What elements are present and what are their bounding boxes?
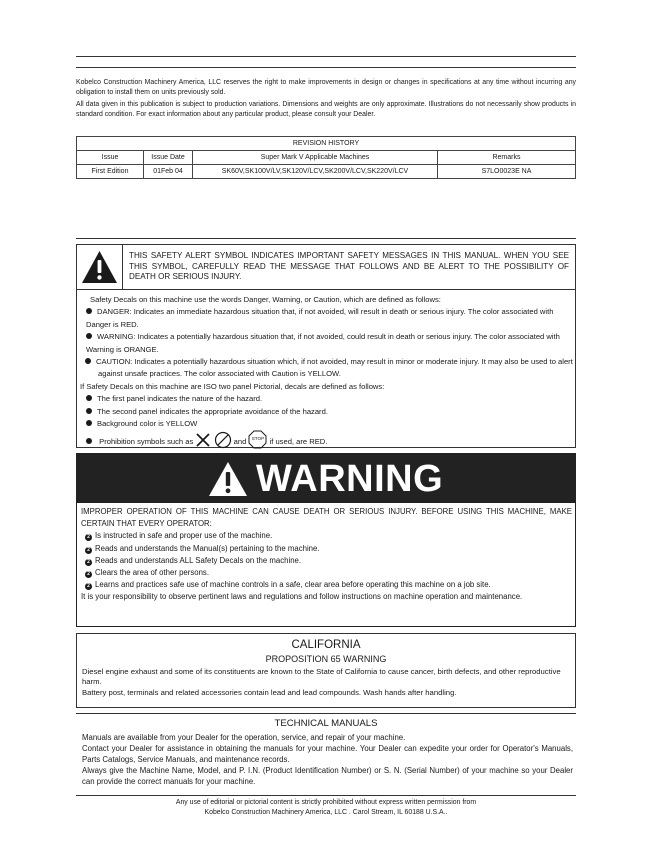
bullet-icon (86, 333, 92, 339)
numbered-bullet-icon: 2 (85, 547, 92, 554)
warning-intro: IMPROPER OPERATION OF THIS MACHINE CAN CAUSE DEATH OR SERIOUS INJURY. BEFORE USING THIS MACHINE, MAKE CERTAIN THAT EVERY OPERATOR: (81, 507, 572, 529)
warning-definition: WARNING: Indicates a potentially hazardous situation that, if not avoided, could result in death or serious injury. The color associated with Warning is ORANGE. (86, 332, 560, 354)
top-rule-2 (76, 67, 576, 68)
table-row (77, 165, 576, 179)
manuals-rule (76, 713, 576, 714)
bullet-icon (86, 408, 92, 414)
col-issue: Issue (77, 151, 144, 165)
cell-machines: SK60V,SK100V/LV,SK120V/LCV,SK200V/LCV,SK220V/LCV (193, 165, 438, 179)
list-item: 2 Clears the area of other persons. (81, 567, 572, 579)
warning-closing: It is your responsibility to observe pertinent laws and regulations and follow instructions on machine operation and maintenance. (81, 592, 523, 602)
operator-warning-box (76, 453, 576, 627)
list-item: 2 Reads and understands ALL Safety Decals on the machine. (81, 555, 572, 567)
bullet-icon (86, 438, 92, 444)
numbered-bullet-icon: 2 (85, 583, 92, 590)
bullet-icon (85, 358, 91, 364)
cell-remarks: S7LO0023E NA (438, 165, 576, 179)
bullet-icon (86, 395, 92, 401)
list-item: The second panel indicates the appropriate avoidance of the hazard. (80, 406, 573, 418)
california-title: CALIFORNIA (291, 639, 361, 651)
footer-rule (76, 795, 576, 796)
iso-intro: If Safety Decals on this machine are ISO two panel Pictorial, decals are defined as follows: (80, 381, 385, 391)
california-diesel-text: Diesel engine exhaust and some of its constituents are known to the State of California to cause cancer, birth defects, and other reproductive harm. (82, 667, 561, 686)
warning-triangle-icon (208, 461, 248, 497)
warning-body (81, 506, 572, 604)
california-battery-text: Battery post, terminals and related accessories contain lead and lead compounds. Wash hands after handling. (82, 688, 457, 697)
safety-alert-message: THIS SAFETY ALERT SYMBOL INDICATES IMPORTANT SAFETY MESSAGES IN THIS MANUAL. WHEN YOU SEE THIS SYMBOL, CAREFULLY READ THE MESSAGE THAT FOLLOWS AND BE ALERT TO THE POSSIBILITY OF DEATH OR SERIOUS INJURY. (129, 251, 569, 282)
revision-history-title: REVISION HISTORY (77, 137, 576, 151)
caution-definition: CAUTION: Indicates a potentially hazardous situation which, if not avoided, may result in minor or moderate injury. It may also be used to alert against unsafe practices. The color associated with Caution is YELLOW. (80, 356, 573, 381)
prohibited-circle-icon (214, 431, 232, 449)
list-item: 2 Is instructed in safe and proper use of the machine. (81, 530, 572, 542)
safety-alert-box (76, 244, 576, 448)
col-issue-date: Issue Date (144, 151, 193, 165)
notice-rights: Kobelco Construction Machinery America, LLC reserves the right to make improvements in design or changes in specifications at any time without incurring any obligation to install them on units previously sold. (76, 79, 576, 96)
manuals-body (82, 732, 573, 787)
stop-sign-icon: STOP (248, 430, 267, 449)
safety-intro: Safety Decals on this machine use the words Danger, Warning, or Caution, which are defined as follows: (90, 295, 441, 304)
cell-issue: First Edition (77, 165, 144, 179)
footer-copyright: Any use of editorial or pictorial content is strictly prohibited without express written permission from (175, 799, 477, 806)
safety-alert-header (77, 245, 575, 290)
numbered-bullet-icon: 2 (85, 534, 92, 541)
col-remarks: Remarks (438, 151, 576, 165)
mid-rule (76, 238, 576, 239)
prohibition-item: Prohibition symbols such as and STOP if used, are RED. (80, 430, 573, 449)
footer (76, 798, 576, 818)
notice-data: All data given in this publication is subject to production variations. Dimensions and weights are only approximate. Illustrations do not necessarily show products in standard condition. For exact information about any particular product, please consult your Dealer. (76, 101, 576, 118)
cross-prohibition-icon (195, 432, 211, 448)
manuals-availability: Manuals are available from your Dealer for the operation, service, and repair of your machine. (82, 733, 406, 742)
danger-definition: DANGER: Indicates an immediate hazardous situation that, if not avoided, will result in death or serious injury. The color associated with Danger is RED. (86, 307, 554, 329)
california-prop65-box (76, 633, 576, 708)
list-item: 2 Learns and practices safe use of machine controls in a safe, clear area before operating this machine on a job site. (81, 579, 572, 591)
manuals-identification: Always give the Machine Name, Model, and P. I.N. (Product Identification Number) or S. N. (Serial Number) of your machine so your Dealer can provide the correct manuals for your machine. (82, 766, 573, 786)
warning-title: WARNING (256, 458, 444, 500)
list-item: 2 Reads and understands the Manual(s) pertaining to the machine. (81, 543, 572, 555)
cell-issue-date: 01Feb 04 (144, 165, 193, 179)
safety-definitions (80, 294, 573, 449)
numbered-bullet-icon: 2 (85, 571, 92, 578)
bullet-icon (86, 420, 92, 426)
col-machines: Super Mark V Applicable Machines (193, 151, 438, 165)
california-subtitle: PROPOSITION 65 WARNING (265, 654, 387, 664)
top-rule-1 (76, 56, 576, 57)
list-item: Background color is YELLOW (80, 418, 573, 430)
alert-icon-cell (77, 245, 123, 289)
warning-triangle-icon (77, 245, 122, 289)
manuals-contact: Contact your Dealer for assistance in obtaining the manuals for your machine. Your Dealer can expedite your order for Operator's Manuals, Parts Catalogs, Service Manuals, and maintenance records. (82, 744, 573, 764)
california-body (82, 667, 570, 698)
warning-banner (77, 454, 575, 503)
footer-address: Kobelco Construction Machinery America, LLC . Carol Stream, IL 60188 U.S.A.. (204, 809, 448, 816)
numbered-bullet-icon: 2 (85, 559, 92, 566)
revision-history-table (76, 136, 576, 179)
list-item: The first panel indicates the nature of the hazard. (80, 393, 573, 405)
manuals-title: TECHNICAL MANUALS (274, 718, 378, 729)
bullet-icon (86, 308, 92, 314)
